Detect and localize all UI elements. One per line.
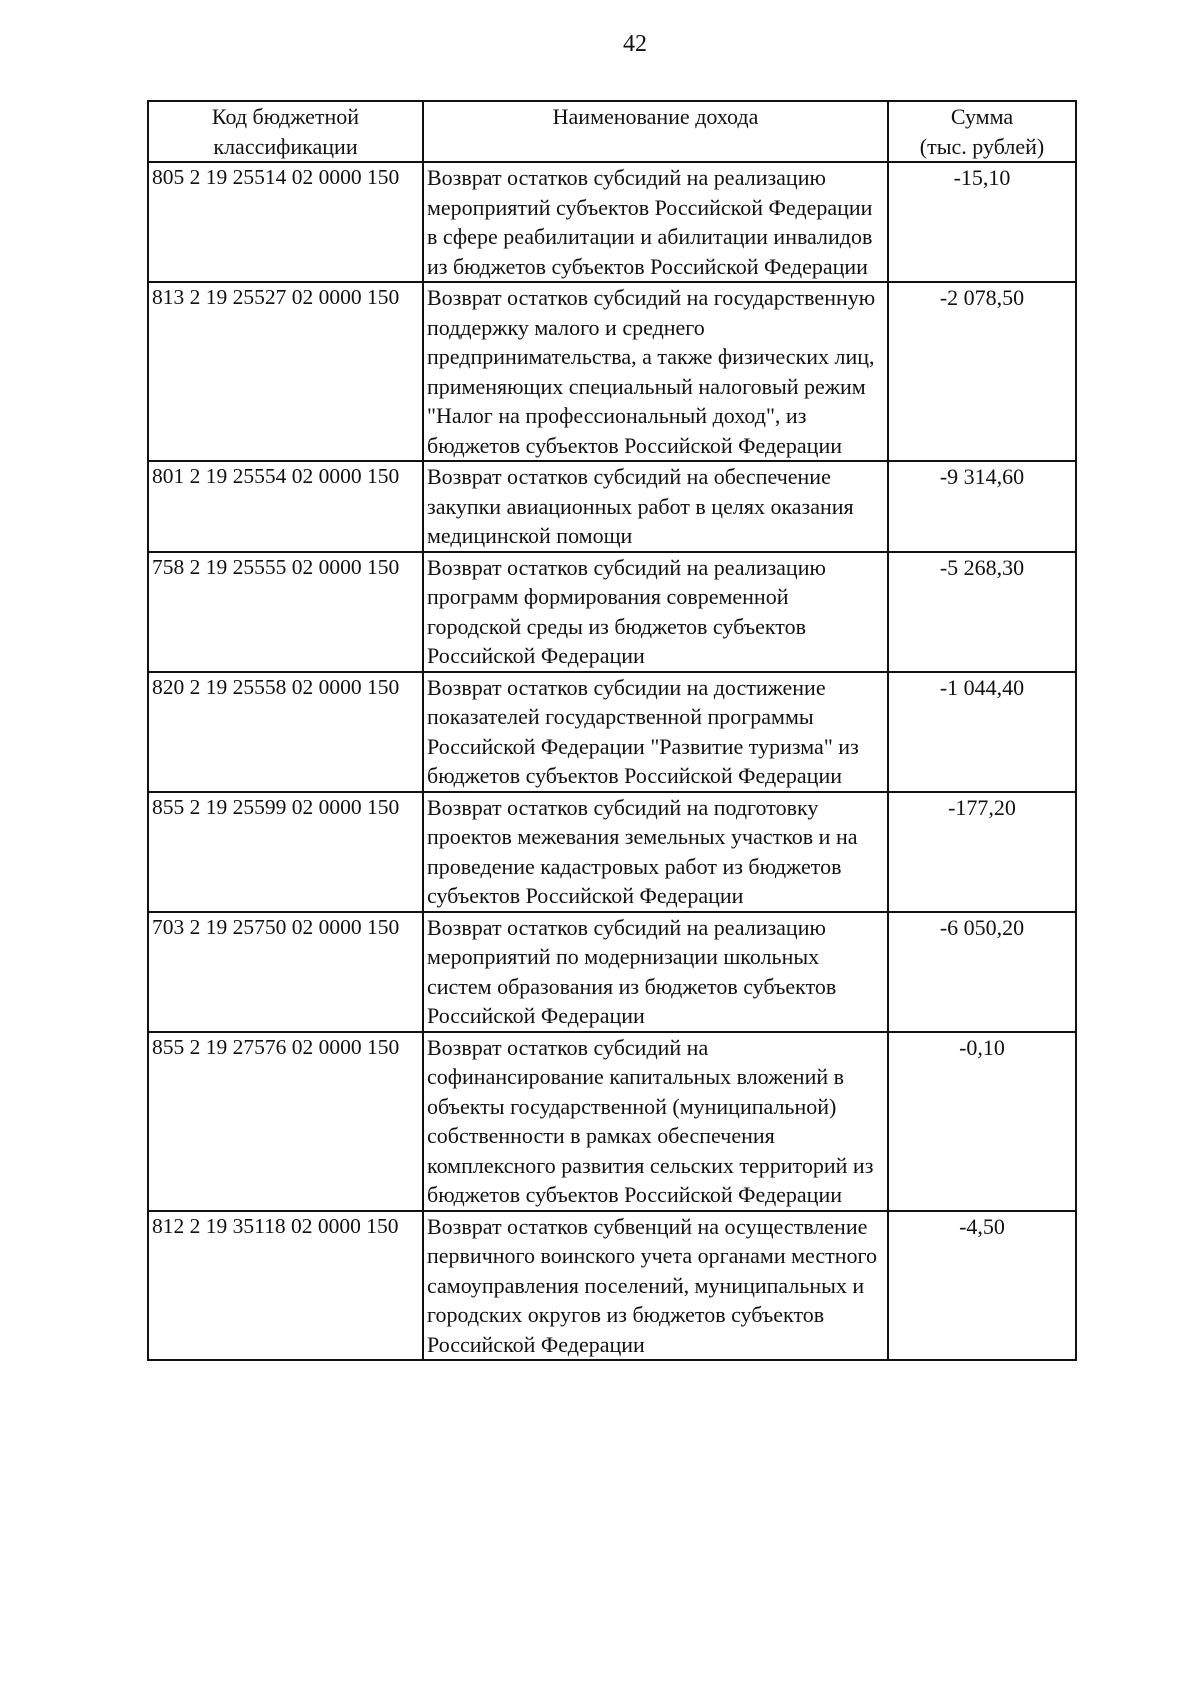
row-sum: -15,10 bbox=[888, 162, 1076, 282]
row-sum: -4,50 bbox=[888, 1211, 1076, 1361]
row-code: 805 2 19 25514 02 0000 150 bbox=[148, 162, 423, 282]
row-code: 820 2 19 25558 02 0000 150 bbox=[148, 672, 423, 792]
row-sum: -177,20 bbox=[888, 792, 1076, 912]
header-sum bbox=[888, 101, 1076, 162]
header-name-text: Наименование дохода bbox=[552, 104, 759, 129]
row-code: 703 2 19 25750 02 0000 150 bbox=[148, 912, 423, 1032]
row-sum: -1 044,40 bbox=[888, 672, 1076, 792]
header-code bbox=[148, 101, 423, 162]
row-name: Возврат остатков субсидий на реализацию программ формирования современной городской среды из бюджетов субъектов Российской Федерации bbox=[423, 552, 888, 672]
row-name: Возврат остатков субсидий на подготовку проектов межевания земельных участков и на проведение кадастровых работ из бюджетов субъектов Российской Федерации bbox=[423, 792, 888, 912]
row-name: Возврат остатков субсидий на софинансирование капитальных вложений в объекты государственной (муниципальной) собственности в рамках обеспечения комплексного развития сельских территорий из бюджетов субъектов Российской Федерации bbox=[423, 1032, 888, 1211]
row-sum: -2 078,50 bbox=[888, 282, 1076, 461]
row-sum: -6 050,20 bbox=[888, 912, 1076, 1032]
row-code: 813 2 19 25527 02 0000 150 bbox=[148, 282, 423, 461]
row-name: Возврат остатков субсидий на реализацию мероприятий по модернизации школьных систем образования из бюджетов субъектов Российской Федерации bbox=[423, 912, 888, 1032]
table-header-row bbox=[148, 101, 1076, 162]
header-sum-line1: Сумма bbox=[950, 104, 1014, 129]
row-name: Возврат остатков субсидии на достижение показателей государственной программы Российской Федерации "Развитие туризма" из бюджетов субъектов Российской Федерации bbox=[423, 672, 888, 792]
budget-revenue-table bbox=[147, 100, 1077, 1361]
header-code-line2: классификации bbox=[213, 133, 358, 159]
row-code: 801 2 19 25554 02 0000 150 bbox=[148, 461, 423, 552]
header-code-line1: Код бюджетной bbox=[211, 104, 360, 129]
page-number: 42 bbox=[623, 31, 647, 57]
row-name: Возврат остатков субсидий на обеспечение закупки авиационных работ в целях оказания медицинской помощи bbox=[423, 461, 888, 552]
header-name bbox=[423, 101, 888, 162]
table-row bbox=[148, 1032, 1076, 1211]
row-sum: -5 268,30 bbox=[888, 552, 1076, 672]
row-code: 855 2 19 25599 02 0000 150 bbox=[148, 792, 423, 912]
row-code: 855 2 19 27576 02 0000 150 bbox=[148, 1032, 423, 1211]
table-row bbox=[148, 672, 1076, 792]
table-row bbox=[148, 792, 1076, 912]
row-code: 812 2 19 35118 02 0000 150 bbox=[148, 1211, 423, 1361]
table-row bbox=[148, 912, 1076, 1032]
header-sum-line2: (тыс. рублей) bbox=[919, 133, 1045, 159]
row-sum: -0,10 bbox=[888, 1032, 1076, 1211]
table-row bbox=[148, 282, 1076, 461]
row-name: Возврат остатков субсидий на государственную поддержку малого и среднего предпринимательства, а также физических лиц, применяющих специальный налоговый режим "Налог на профессиональный доход", из бюджетов субъектов Российской Федерации bbox=[423, 282, 888, 461]
row-code: 758 2 19 25555 02 0000 150 bbox=[148, 552, 423, 672]
table-row bbox=[148, 1211, 1076, 1361]
table-row bbox=[148, 461, 1076, 552]
table-row bbox=[148, 162, 1076, 282]
row-name: Возврат остатков субсидий на реализацию мероприятий субъектов Российской Федерации в сфере реабилитации и абилитации инвалидов из бюджетов субъектов Российской Федерации bbox=[423, 162, 888, 282]
table-row bbox=[148, 552, 1076, 672]
row-sum: -9 314,60 bbox=[888, 461, 1076, 552]
row-name: Возврат остатков субвенций на осуществление первичного воинского учета органами местного самоуправления поселений, муниципальных и городских округов из бюджетов субъектов Российской Федерации bbox=[423, 1211, 888, 1361]
